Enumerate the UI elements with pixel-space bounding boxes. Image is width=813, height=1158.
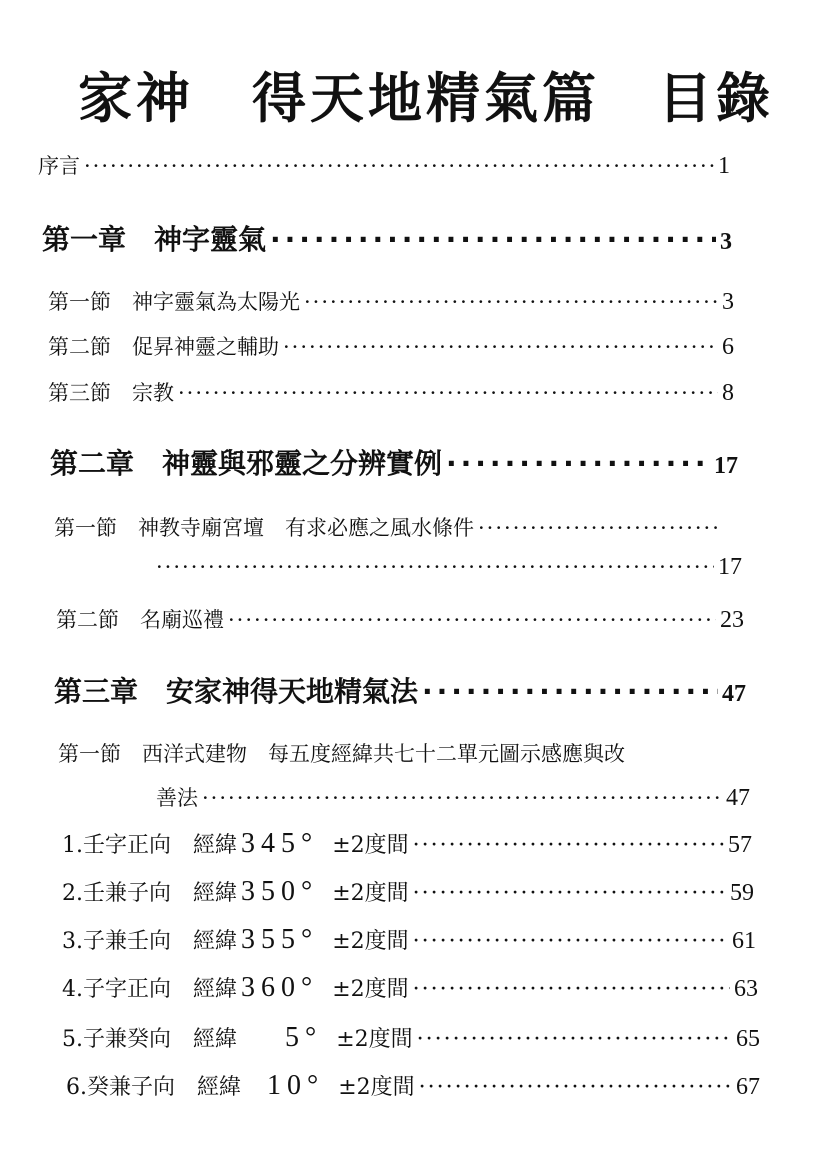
toc-section xyxy=(48,377,734,407)
toc-tolerance: ±2度間 xyxy=(332,977,409,1002)
leader-dots xyxy=(413,929,728,954)
toc-page-number: 17 xyxy=(718,554,742,580)
toc-entry-preface xyxy=(38,150,730,180)
toc-page-number: 65 xyxy=(736,1026,760,1052)
toc-entry-label-continuation: 善法 xyxy=(156,786,198,810)
leader-dots xyxy=(304,290,718,314)
toc-page-number: 23 xyxy=(720,607,744,633)
toc-entry-label: 第三節 宗教 xyxy=(48,381,174,405)
toc-page-number: 8 xyxy=(722,380,734,406)
toc-entry-label: 第一節 神教寺廟宮壇 有求必應之風水條件 xyxy=(54,516,474,540)
leader-dots xyxy=(478,516,720,540)
toc-entry-label: 第二節 名廟巡禮 xyxy=(56,608,224,632)
toc-item xyxy=(62,1022,760,1054)
leader-dots xyxy=(422,675,718,708)
toc-section xyxy=(48,286,734,316)
toc-entry-label: 第二節 促昇神靈之輔助 xyxy=(48,335,279,359)
toc-section xyxy=(54,512,724,542)
toc-page-number: 61 xyxy=(732,928,756,954)
toc-chapter-1 xyxy=(42,218,732,258)
toc-entry-label: 2.壬兼子向 經緯 xyxy=(62,881,237,906)
leader-dots xyxy=(413,881,726,906)
leader-dots xyxy=(84,154,714,178)
toc-page-number: 1 xyxy=(718,153,730,179)
toc-page-number: 67 xyxy=(736,1074,760,1100)
toc-section-continuation xyxy=(156,782,750,812)
toc-page-number: 17 xyxy=(714,453,738,479)
toc-entry-label: 5.子兼癸向 經緯 xyxy=(62,1027,237,1052)
toc-degree: 10° xyxy=(267,1070,325,1101)
toc-section-continuation xyxy=(156,554,742,581)
leader-dots xyxy=(156,555,714,579)
toc-tolerance: ±2度間 xyxy=(332,833,409,858)
toc-degree: 355° xyxy=(241,924,319,955)
toc-page-number: 6 xyxy=(722,334,734,360)
toc-degree: 5° xyxy=(285,1022,323,1053)
toc-item xyxy=(62,924,756,956)
toc-page-number: 59 xyxy=(730,880,754,906)
toc-page-number: 47 xyxy=(726,785,750,811)
toc-item xyxy=(62,828,752,860)
leader-dots xyxy=(228,608,716,632)
toc-entry-label: 第一節 西洋式建物 每五度經緯共七十二單元圖示感應與改 xyxy=(58,742,625,766)
toc-entry-label: 4.子字正向 經緯 xyxy=(62,977,237,1002)
leader-dots xyxy=(283,335,718,359)
leader-dots xyxy=(202,786,722,810)
toc-degree: 360° xyxy=(241,972,319,1003)
toc-degree: 345° xyxy=(241,828,319,859)
toc-item xyxy=(66,1070,760,1102)
page-title: 家神 得天地精氣篇 目錄 xyxy=(78,67,774,130)
leader-dots xyxy=(446,447,710,480)
leader-dots xyxy=(413,833,724,858)
leader-dots xyxy=(178,381,718,405)
toc-entry-label: 1.壬字正向 經緯 xyxy=(62,833,237,858)
toc-tolerance: ±2度間 xyxy=(332,881,409,906)
toc-page-number: 63 xyxy=(734,976,758,1002)
toc-entry-label: 第二章 神靈與邪靈之分辨實例 xyxy=(50,447,443,480)
toc-entry-label: 6.癸兼子向 經緯 xyxy=(66,1075,241,1100)
toc-entry-label: 第三章 安家神得天地精氣法 xyxy=(54,675,419,708)
toc-section xyxy=(58,738,758,768)
toc-degree: 350° xyxy=(241,876,319,907)
toc-tolerance: ±2度間 xyxy=(338,1075,415,1100)
toc-page-number: 3 xyxy=(722,289,734,315)
leader-dots xyxy=(417,1027,732,1052)
toc-chapter-2 xyxy=(50,442,738,482)
leader-dots xyxy=(419,1075,732,1100)
toc-entry-label: 序言 xyxy=(38,154,80,178)
toc-section xyxy=(56,604,744,634)
toc-entry-label: 3.子兼壬向 經緯 xyxy=(62,929,237,954)
toc-item xyxy=(62,972,758,1004)
toc-page-number: 3 xyxy=(720,229,732,255)
toc-chapter-3 xyxy=(54,670,746,710)
toc-page-number: 57 xyxy=(728,832,752,858)
toc-section xyxy=(48,331,734,361)
leader-dots xyxy=(413,977,730,1002)
toc-entry-label: 第一章 神字靈氣 xyxy=(42,223,267,256)
toc-tolerance: ±2度間 xyxy=(336,1027,413,1052)
toc-page-number: 47 xyxy=(722,681,746,707)
toc-entry-label: 第一節 神字靈氣為太陽光 xyxy=(48,290,300,314)
toc-tolerance: ±2度間 xyxy=(332,929,409,954)
leader-dots xyxy=(270,223,716,256)
toc-item xyxy=(62,876,754,908)
